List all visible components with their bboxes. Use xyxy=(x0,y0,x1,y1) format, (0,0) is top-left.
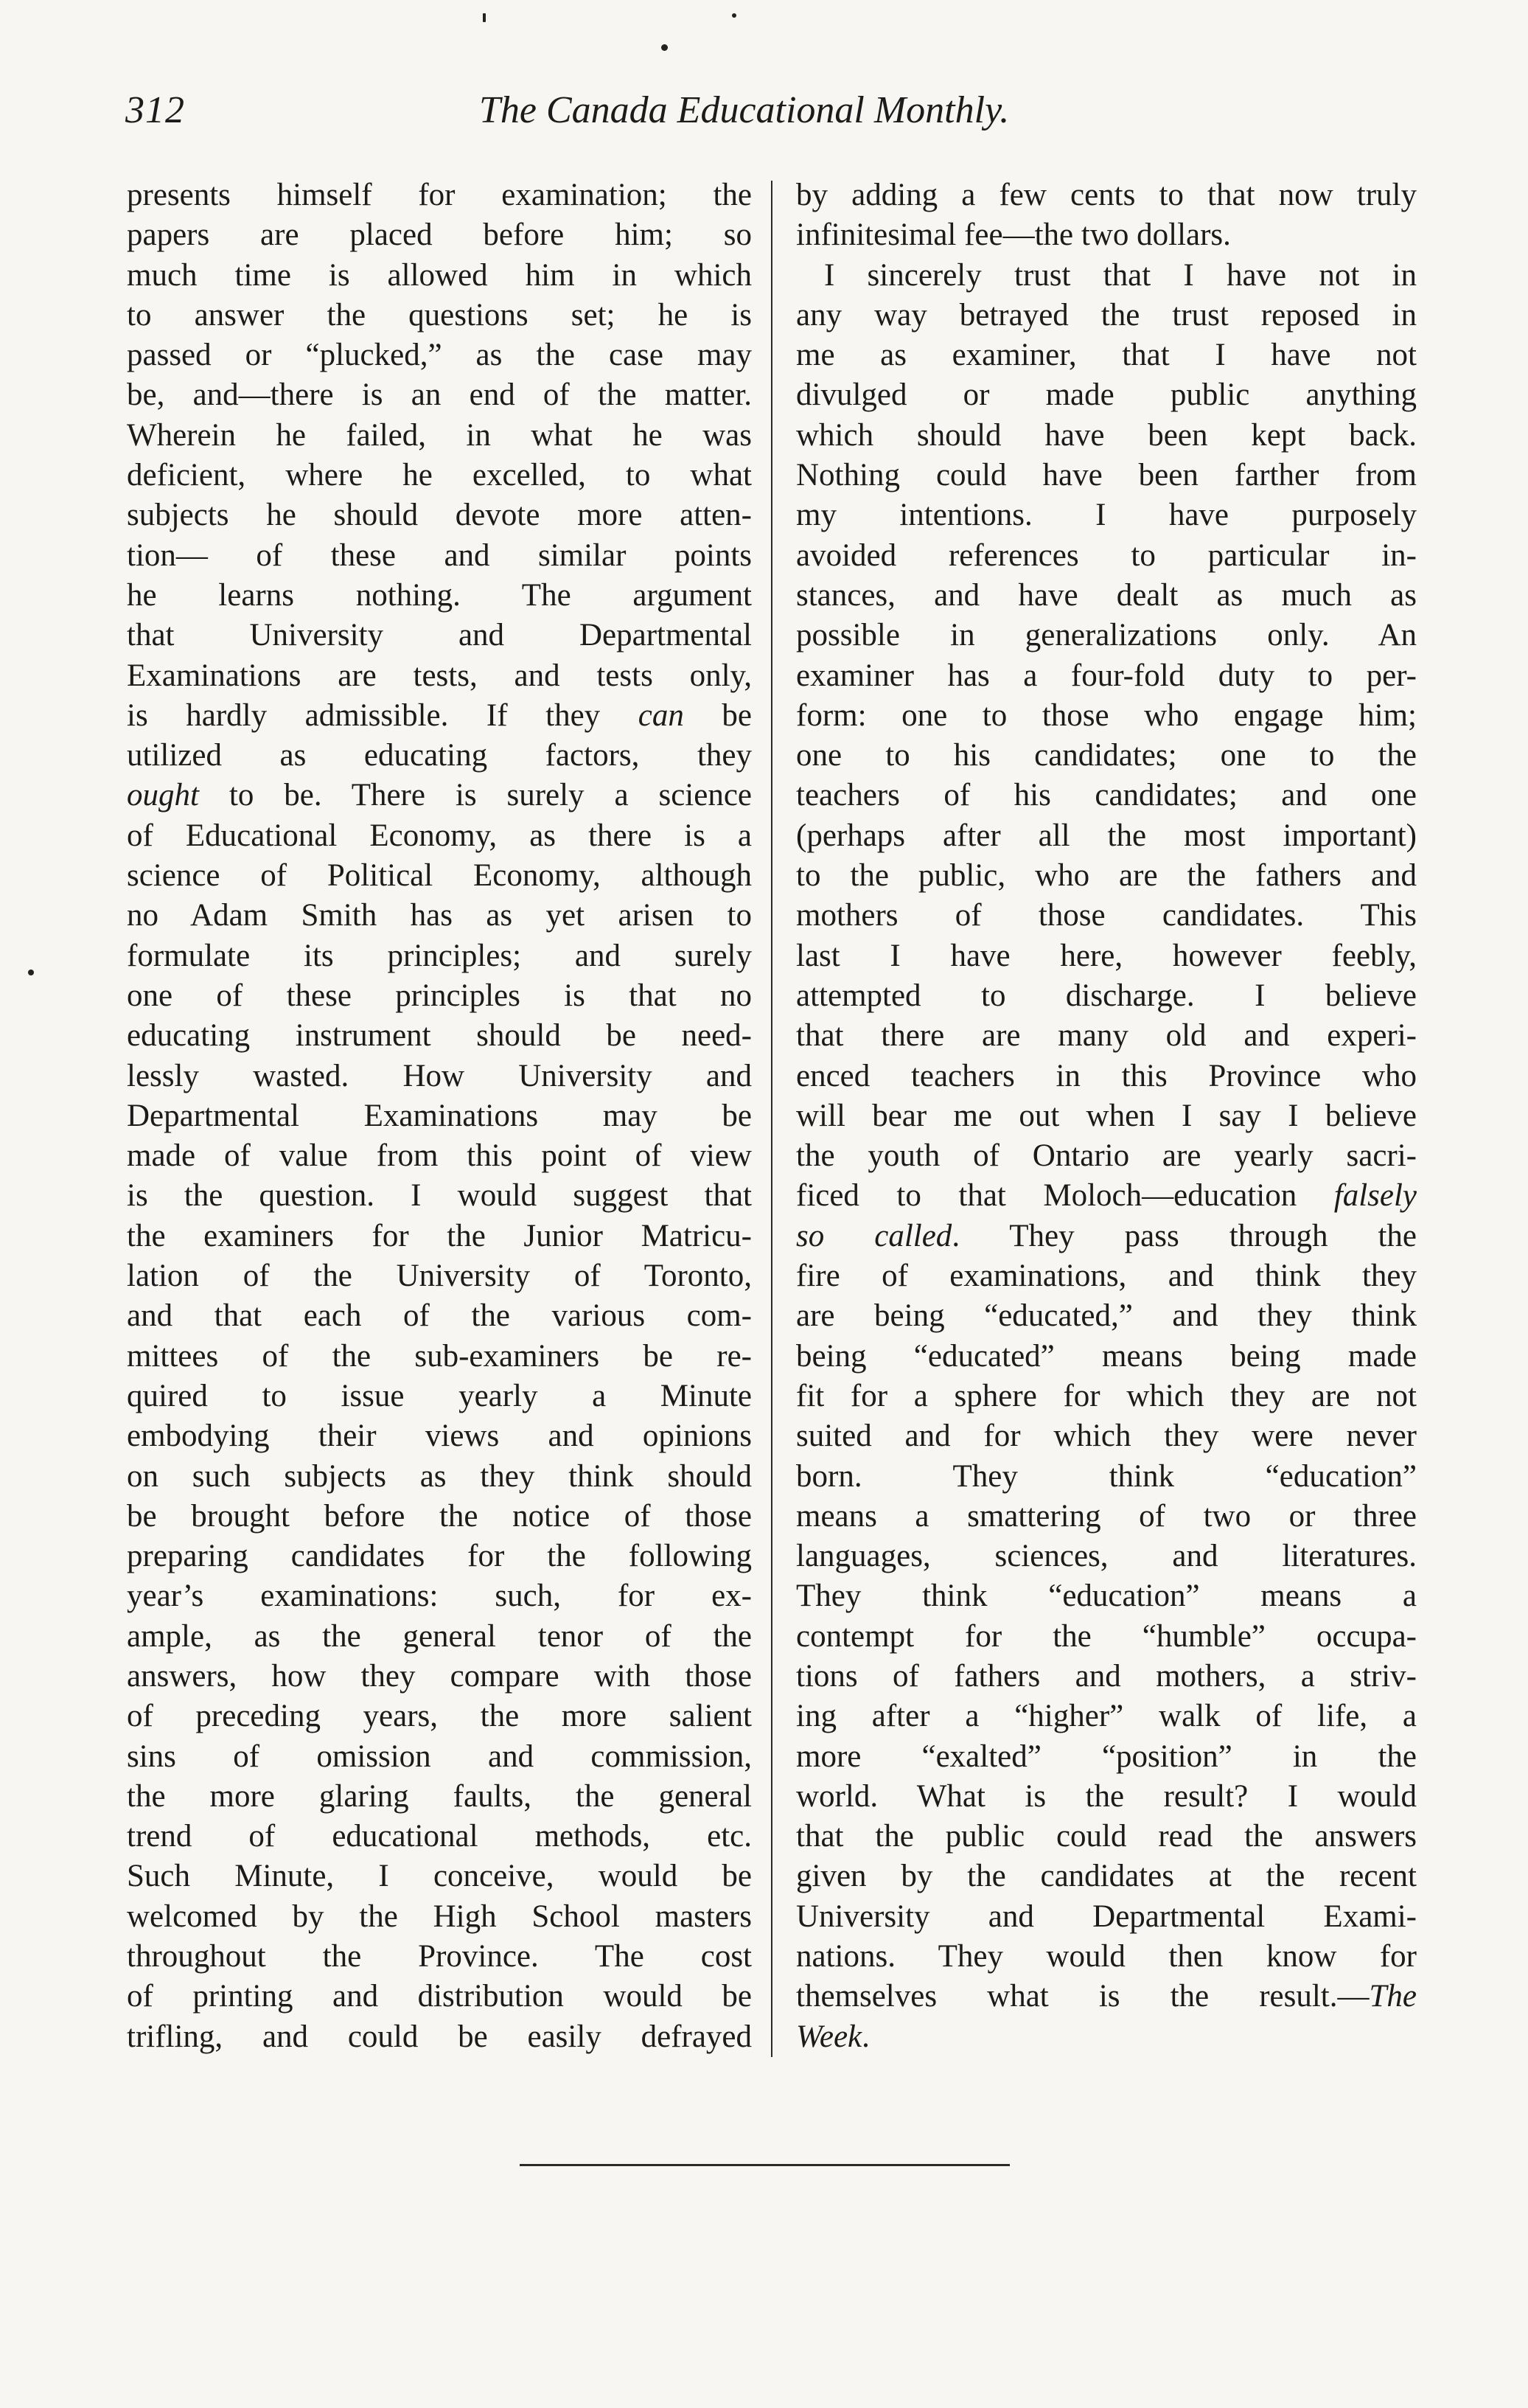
text-line: mothers of those candidates. This xyxy=(796,898,1417,933)
text-line: tion— of these and similar points xyxy=(127,537,752,573)
text-line: by adding a few cents to that now truly xyxy=(796,178,1417,212)
text-line: preparing candidates for the following xyxy=(127,1539,752,1574)
left-column xyxy=(127,175,752,2057)
print-speck xyxy=(732,13,736,18)
text-line: languages, sciences, and literatures. xyxy=(796,1539,1417,1574)
print-speck xyxy=(661,44,668,51)
text-line: which should have been kept back. xyxy=(796,417,1417,453)
text-line: Examinations are tests, and tests only, xyxy=(127,658,752,693)
text-line: sins of omission and commission, xyxy=(127,1739,752,1774)
text-line: attempted to discharge. I believe xyxy=(796,978,1417,1013)
text-line: passed or “plucked,” as the case may xyxy=(127,338,752,373)
text-line: infinitesimal fee—the two dollars. xyxy=(796,218,1231,253)
text-line: and that each of the various com- xyxy=(127,1298,752,1334)
end-rule xyxy=(520,2164,1010,2166)
text-line: is the question. I would suggest that xyxy=(127,1178,752,1214)
print-speck xyxy=(483,13,486,22)
text-line: educating instrument should be need- xyxy=(127,1018,752,1054)
text-line: utilized as educating factors, they xyxy=(127,738,752,773)
text-line: that the public could read the answers xyxy=(796,1819,1417,1854)
text-line: papers are placed before him; so xyxy=(127,218,752,253)
text-line: answers, how they compare with those xyxy=(127,1658,752,1694)
text-line: trifling, and could be easily defrayed xyxy=(127,2019,752,2054)
text-line: ing after a “higher” walk of life, a xyxy=(796,1699,1417,1734)
text-line: I sincerely trust that I have not in xyxy=(824,257,1417,293)
text-line: born. They think “education” xyxy=(796,1458,1417,1494)
text-line: embodying their views and opinions xyxy=(127,1419,752,1454)
text-line: made of value from this point of view xyxy=(127,1138,752,1174)
text-line: of preceding years, the more salient xyxy=(127,1699,752,1734)
text-line: avoided references to particular in- xyxy=(796,537,1417,573)
text-line: will bear me out when I say I believe xyxy=(796,1098,1417,1133)
print-speck xyxy=(28,970,34,975)
text-line: Week. xyxy=(796,2019,870,2054)
text-line: ficed to that Moloch—education falsely xyxy=(796,1178,1417,1214)
text-line: lessly wasted. How University and xyxy=(127,1058,752,1093)
text-line: fire of examinations, and think they xyxy=(796,1259,1417,1294)
text-line: welcomed by the High School masters xyxy=(127,1899,752,1934)
right-column xyxy=(796,175,1417,2057)
text-line: my intentions. I have purposely xyxy=(796,498,1417,533)
text-line: on such subjects as they think should xyxy=(127,1458,752,1494)
text-line: be, and—there is an end of the matter. xyxy=(127,377,752,413)
column-divider xyxy=(771,181,772,2057)
text-line: fit for a sphere for which they are not xyxy=(796,1378,1417,1413)
text-line: teachers of his candidates; and one xyxy=(796,778,1417,813)
text-line: form: one to those who engage him; xyxy=(796,697,1417,733)
text-line: science of Political Economy, although xyxy=(127,858,752,894)
text-line: possible in generalizations only. An xyxy=(796,618,1417,653)
text-line: nations. They would then know for xyxy=(796,1939,1417,1974)
text-line: Such Minute, I conceive, would be xyxy=(127,1859,752,1894)
text-line: he learns nothing. The argument xyxy=(127,577,752,613)
text-line: quired to issue yearly a Minute xyxy=(127,1378,752,1413)
text-line: being “educated” means being made xyxy=(796,1338,1417,1374)
text-line: suited and for which they were never xyxy=(796,1419,1417,1454)
text-line: stances, and have dealt as much as xyxy=(796,577,1417,613)
text-line: that University and Departmental xyxy=(127,618,752,653)
text-line: presents himself for examination; the xyxy=(127,178,752,212)
text-line: formulate its principles; and surely xyxy=(127,938,752,973)
text-line: ample, as the general tenor of the xyxy=(127,1618,752,1654)
text-line: (perhaps after all the most important) xyxy=(796,818,1417,853)
text-line: given by the candidates at the recent xyxy=(796,1859,1417,1894)
text-line: to answer the questions set; he is xyxy=(127,297,752,333)
text-line: no Adam Smith has as yet arisen to xyxy=(127,898,752,933)
text-line: the more glaring faults, the general xyxy=(127,1778,752,1814)
text-line: any way betrayed the trust reposed in xyxy=(796,297,1417,333)
text-line: subjects he should devote more atten- xyxy=(127,498,752,533)
text-line: one of these principles is that no xyxy=(127,978,752,1013)
text-line: mittees of the sub-examiners be re- xyxy=(127,1338,752,1374)
text-line: enced teachers in this Province who xyxy=(796,1058,1417,1093)
text-line: one to his candidates; one to the xyxy=(796,738,1417,773)
text-line: Nothing could have been farther from xyxy=(796,458,1417,493)
text-line: themselves what is the result.—The xyxy=(796,1979,1417,2014)
text-line: ought to be. There is surely a science xyxy=(127,778,752,813)
text-line: more “exalted” “position” in the xyxy=(796,1739,1417,1774)
text-line: lation of the University of Toronto, xyxy=(127,1259,752,1294)
text-line: year’s examinations: such, for ex- xyxy=(127,1579,752,1614)
text-line: the examiners for the Junior Matricu- xyxy=(127,1218,752,1253)
page-header xyxy=(125,88,1120,147)
text-line: University and Departmental Exami- xyxy=(796,1899,1417,1934)
text-line: of Educational Economy, as there is a xyxy=(127,818,752,853)
text-line: tions of fathers and mothers, a striv- xyxy=(796,1658,1417,1694)
text-line: Departmental Examinations may be xyxy=(127,1098,752,1133)
text-line: contempt for the “humble” occupa- xyxy=(796,1618,1417,1654)
text-line: of printing and distribution would be xyxy=(127,1979,752,2014)
text-line: They think “education” means a xyxy=(796,1579,1417,1614)
text-line: divulged or made public anything xyxy=(796,377,1417,413)
text-line: so called. They pass through the xyxy=(796,1218,1417,1253)
text-line: trend of educational methods, etc. xyxy=(127,1819,752,1854)
text-line: that there are many old and experi- xyxy=(796,1018,1417,1054)
page-number: 312 xyxy=(125,89,185,131)
text-line: me as examiner, that I have not xyxy=(796,338,1417,373)
text-line: throughout the Province. The cost xyxy=(127,1939,752,1974)
text-line: the youth of Ontario are yearly sacri- xyxy=(796,1138,1417,1174)
text-line: means a smattering of two or three xyxy=(796,1498,1417,1534)
text-line: is hardly admissible. If they can be xyxy=(127,697,752,733)
text-line: Wherein he failed, in what he was xyxy=(127,417,752,453)
text-line: examiner has a four-fold duty to per- xyxy=(796,658,1417,693)
text-line: to the public, who are the fathers and xyxy=(796,858,1417,894)
text-line: last I have here, however feebly, xyxy=(796,938,1417,973)
text-line: deficient, where he excelled, to what xyxy=(127,458,752,493)
text-line: much time is allowed him in which xyxy=(127,257,752,293)
text-line: are being “educated,” and they think xyxy=(796,1298,1417,1334)
text-line: be brought before the notice of those xyxy=(127,1498,752,1534)
text-line: world. What is the result? I would xyxy=(796,1778,1417,1814)
running-title: The Canada Educational Monthly. xyxy=(479,89,1010,131)
